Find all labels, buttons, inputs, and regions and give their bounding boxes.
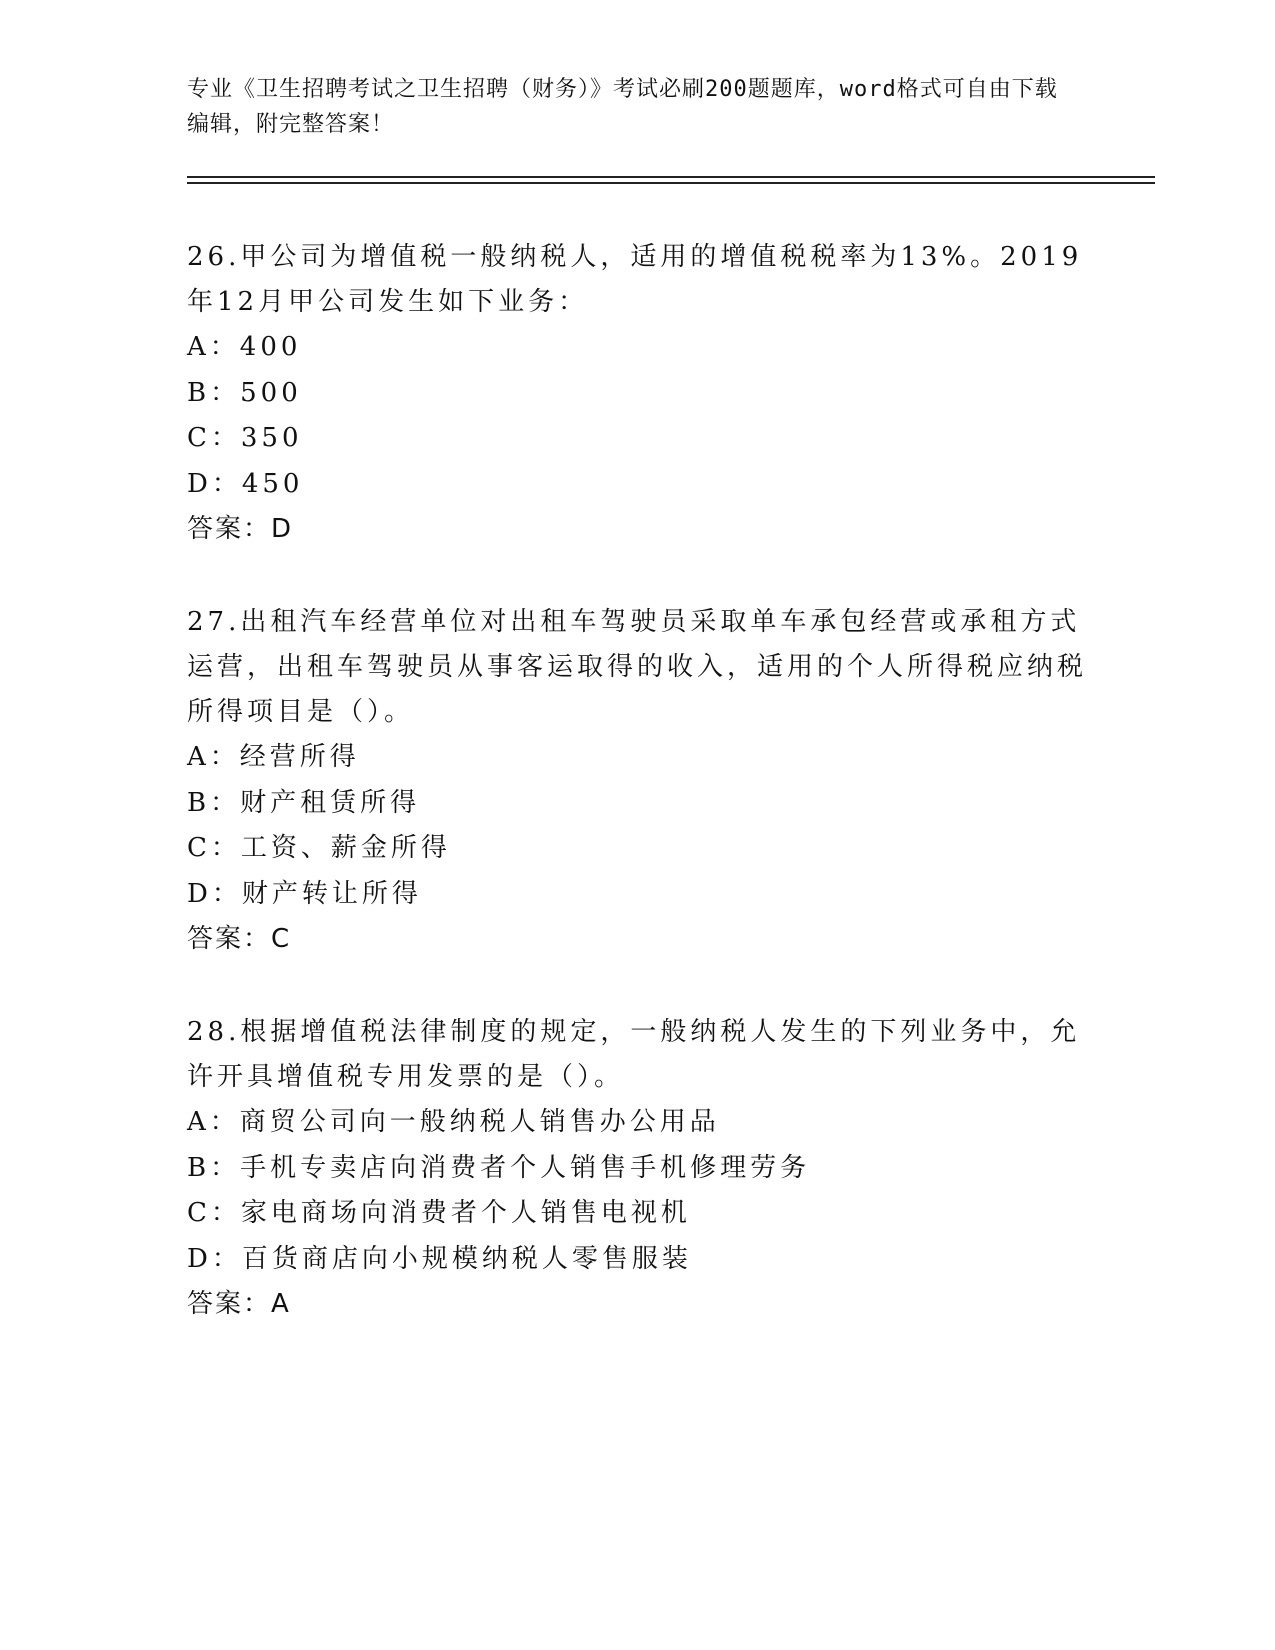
option-b: B：手机专卖店向消费者个人销售手机修理劳务 — [187, 1152, 811, 1183]
option-d: D：百货商店向小规模纳税人零售服装 — [187, 1243, 692, 1274]
option-b: B：500 — [187, 377, 302, 408]
question-28 — [187, 1010, 1087, 1327]
option-a: A：经营所得 — [187, 742, 360, 772]
option-c: C：工资、薪金所得 — [187, 833, 451, 863]
option-c: C：家电商场向消费者个人销售电视机 — [187, 1198, 691, 1228]
option-d: D：财产转让所得 — [187, 878, 422, 909]
option-a: A：商贸公司向一般纳税人销售办公用品 — [187, 1107, 720, 1137]
question-stem: 26.甲公司为增值税一般纳税人，适用的增值税税率为13%。2019年12月甲公司发生如下业务： — [187, 242, 1083, 317]
question-26 — [187, 235, 1087, 552]
question-27 — [187, 600, 1087, 962]
intro-text: 专业《卫生招聘考试之卫生招聘（财务）》考试必刷200题题库，word格式可自由下载编辑，附完整答案！ — [187, 77, 1058, 137]
question-stem: 28.根据增值税法律制度的规定，一般纳税人发生的下列业务中，允许开具增值税专用发票的是（）。 — [187, 1017, 1081, 1092]
answer-line: 答案：C — [187, 924, 292, 954]
option-d: D：450 — [187, 468, 304, 499]
question-stem: 27.出租汽车经营单位对出租车驾驶员采取单车承包经营或承租方式运营，出租车驾驶员从事客运取得的收入，适用的个人所得税应纳税所得项目是（）。 — [187, 607, 1088, 727]
header-divider-bottom — [187, 182, 1155, 184]
option-a: A：400 — [187, 332, 302, 362]
option-b: B：财产租赁所得 — [187, 787, 421, 818]
answer-line: 答案：A — [187, 1289, 291, 1319]
header-divider-top — [187, 176, 1155, 178]
option-c: C：350 — [187, 423, 303, 453]
answer-line: 答案：D — [187, 514, 294, 544]
